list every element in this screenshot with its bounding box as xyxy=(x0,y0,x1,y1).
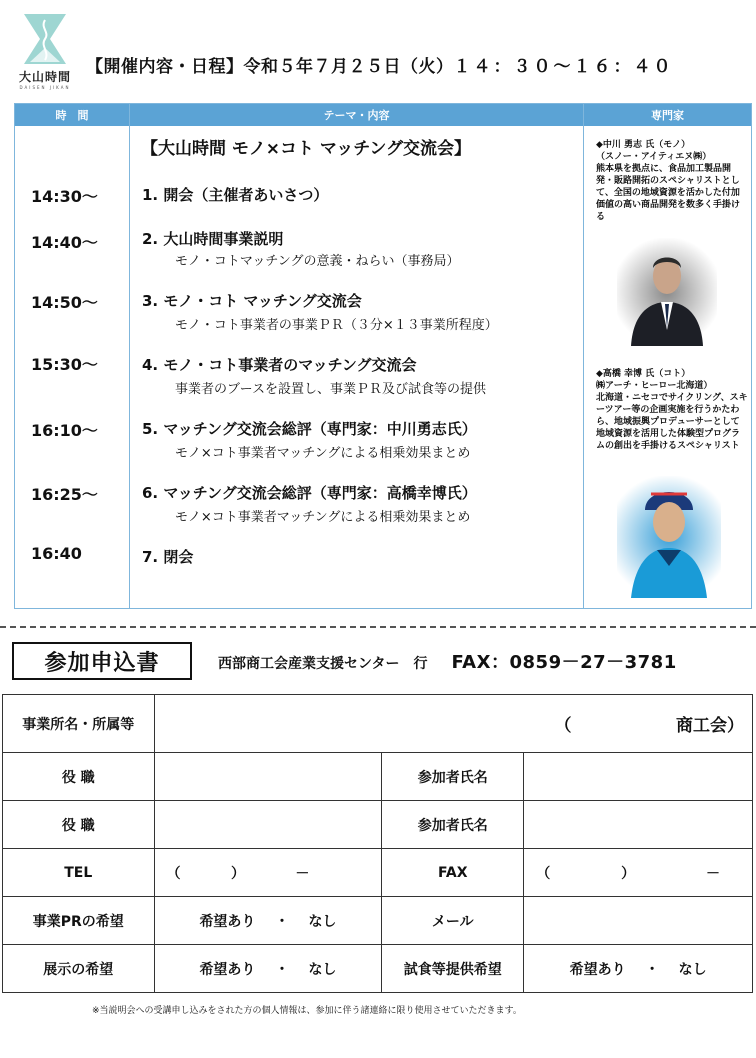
col-header-time: 時 間 xyxy=(15,104,129,126)
col-header-expert: 専門家 xyxy=(584,104,751,126)
time-cell: 15:30～ xyxy=(31,355,98,374)
time-cell: 14:30～ xyxy=(31,187,98,206)
expert-photo-nakagawa xyxy=(617,238,717,346)
column-divider xyxy=(583,104,584,608)
position-label: 役 職 xyxy=(3,753,155,801)
person-icon xyxy=(617,238,717,346)
position-label: 役 職 xyxy=(3,801,155,849)
position-input[interactable] xyxy=(154,801,382,849)
tasting-choice[interactable] xyxy=(524,945,753,993)
fax-number: FAX：0859－27－3781 xyxy=(451,652,677,673)
choice-no[interactable]: なし xyxy=(308,913,337,930)
form-row xyxy=(3,897,753,945)
choice-dot: ・ xyxy=(274,913,289,930)
choice-yes[interactable]: 希望あり xyxy=(199,913,256,930)
choice-no[interactable]: なし xyxy=(308,961,337,978)
paren-open: （ xyxy=(536,865,551,882)
mail-input[interactable] xyxy=(524,897,753,945)
form-row xyxy=(3,849,753,897)
paren-close: ） xyxy=(621,865,636,882)
form-row xyxy=(3,801,753,849)
dash: － xyxy=(295,865,310,882)
expert-desc: 熊本県を拠点に、食品加工製品開発・販路開拓のスペシャリストとして、全国の地域資源を活かした付加価値の高い商品開発を数多く手掛ける xyxy=(596,164,741,222)
pr-choice[interactable] xyxy=(154,897,382,945)
agenda-sub: モノ・コトマッチングの意義・ねらい（事務局） xyxy=(175,254,460,269)
fax-destination xyxy=(218,648,677,674)
time-cell: 14:40～ xyxy=(31,233,98,252)
agenda-sub: モノ×コト事業者マッチングによる相乗効果まとめ xyxy=(175,446,471,461)
expert-org: ㈱アーチ・ヒーロー北海道） xyxy=(596,381,713,391)
tel-input[interactable] xyxy=(154,849,382,897)
destination-label: 西部商工会産業支援センター 行 xyxy=(218,656,428,672)
col-header-theme: テーマ・内容 xyxy=(130,104,583,126)
paren-close: ） xyxy=(230,865,245,882)
agenda-sub: モノ・コト事業者の事業ＰＲ（３分×１３事業所程度） xyxy=(175,318,498,333)
agenda-title: 1. 開会（主催者あいさつ） xyxy=(142,186,329,204)
column-divider xyxy=(129,104,130,608)
fax-label: FAX xyxy=(382,849,524,897)
person-icon xyxy=(617,476,721,598)
tasting-label: 試食等提供希望 xyxy=(382,945,524,993)
display-choice[interactable] xyxy=(154,945,382,993)
event-title: 【大山時間 モノ×コト マッチング交流会】 xyxy=(141,139,472,159)
application-title: 参加申込書 xyxy=(12,642,192,680)
office-input[interactable] xyxy=(154,695,752,753)
logo xyxy=(12,12,78,92)
choice-dot: ・ xyxy=(274,961,289,978)
agenda-title: 7. 閉会 xyxy=(142,548,194,566)
agenda-title: 5. マッチング交流会総評（専門家：中川勇志氏） xyxy=(142,420,477,438)
choice-dot: ・ xyxy=(645,961,660,978)
participant-input[interactable] xyxy=(524,801,753,849)
expert-name: ◆高橋 幸博 氏（コト） xyxy=(596,369,691,379)
office-open-paren: （ xyxy=(554,716,572,736)
cut-line xyxy=(0,626,756,628)
logo-name: 大山時間 xyxy=(18,70,71,84)
participant-label: 参加者氏名 xyxy=(382,801,524,849)
office-label: 事業所名・所属等 xyxy=(3,695,155,753)
event-date-heading xyxy=(86,52,674,77)
mail-label: メール xyxy=(382,897,524,945)
agenda-title: 4. モノ・コト事業者のマッチング交流会 xyxy=(142,356,417,374)
expert-nakagawa xyxy=(596,139,748,223)
privacy-note: ※当説明会への受講申し込みをされた方の個人情報は、参加に伴う諸連絡に限り使用させていただきます。 xyxy=(92,1006,522,1016)
display-label: 展示の希望 xyxy=(3,945,155,993)
schedule-table xyxy=(14,103,752,609)
tel-label: TEL xyxy=(3,849,155,897)
date-label: 【開催内容・日程】令和５年７月２５日（火） xyxy=(86,57,454,77)
office-suffix: 商工会） xyxy=(676,716,744,736)
agenda-title: 6. マッチング交流会総評（専門家：高橋幸博氏） xyxy=(142,484,477,502)
expert-photo-takahashi xyxy=(617,476,721,598)
choice-yes[interactable]: 希望あり xyxy=(199,961,256,978)
form-row xyxy=(3,695,753,753)
logo-sub: DAISEN JIKAN xyxy=(19,85,71,90)
form-row xyxy=(3,753,753,801)
expert-org: （スノー・アイティエヌ㈱） xyxy=(596,152,712,162)
agenda-sub: モノ×コト事業者マッチングによる相乗効果まとめ xyxy=(175,510,471,525)
position-input[interactable] xyxy=(154,753,382,801)
agenda-title: 2. 大山時間事業説明 xyxy=(142,230,284,248)
expert-desc: 北海道・ニセコでサイクリング、スキーツアー等の企画実施を行うかたわら、地域振興プロデューサーとして地域資源を活用した体験型プログラムの創出を手掛けるスペシャリスト xyxy=(596,393,748,451)
expert-name: ◆中川 勇志 氏（モノ） xyxy=(596,140,691,150)
fax-input[interactable] xyxy=(524,849,753,897)
choice-yes[interactable]: 希望あり xyxy=(569,961,626,978)
time-cell: 14:50～ xyxy=(31,293,98,312)
expert-takahashi xyxy=(596,368,748,452)
participant-label: 参加者氏名 xyxy=(382,753,524,801)
hourglass-logo-icon xyxy=(20,12,70,66)
form-row xyxy=(3,945,753,993)
dash: － xyxy=(706,865,720,882)
choice-no[interactable]: なし xyxy=(678,961,707,978)
time-cell: 16:40 xyxy=(31,544,82,563)
time-cell: 16:10～ xyxy=(31,421,98,440)
paren-open: （ xyxy=(166,865,181,882)
application-form xyxy=(2,694,753,993)
agenda-sub: 事業者のブースを設置し、事業ＰＲ及び試食等の提供 xyxy=(175,382,486,397)
participant-input[interactable] xyxy=(524,753,753,801)
agenda-title: 3. モノ・コト マッチング交流会 xyxy=(142,292,362,310)
pr-label: 事業PRの希望 xyxy=(3,897,155,945)
time-range: １４：３０～１６：４０ xyxy=(453,57,674,77)
time-cell: 16:25～ xyxy=(31,485,98,504)
